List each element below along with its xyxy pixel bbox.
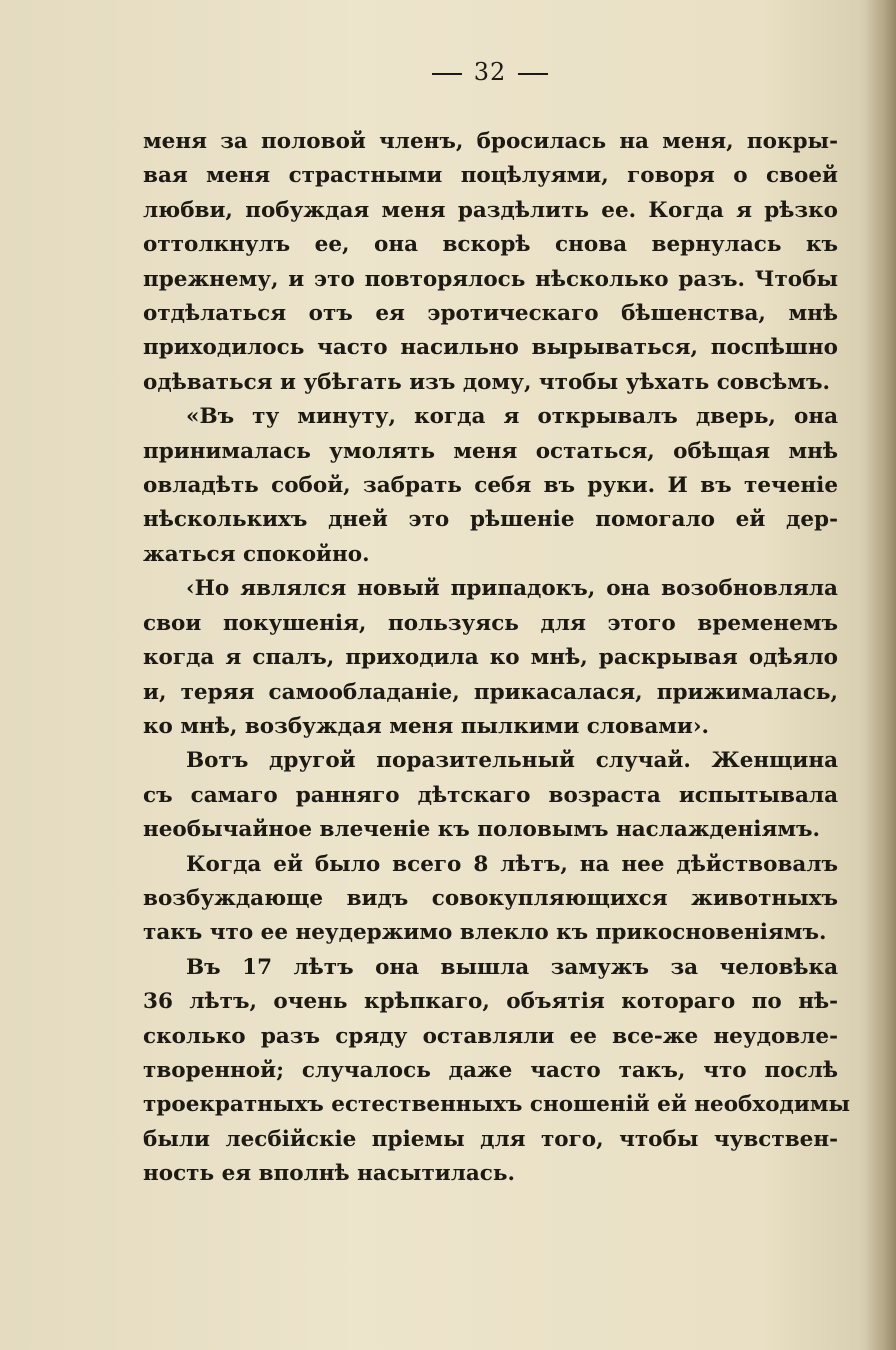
text-line: жаться спокойно.	[143, 541, 370, 567]
text-line: свои покушенія, пользуясь для этого временемъ	[143, 610, 838, 636]
text-line: съ самаго ранняго дѣтскаго возраста испытывала	[143, 782, 838, 808]
paragraph	[143, 572, 838, 744]
paragraph	[143, 400, 838, 572]
text-line: возбуждающе видъ совокупляющихся животныхъ	[143, 885, 838, 911]
text-line: Въ 17 лѣтъ она вышла замужъ за человѣка	[186, 954, 838, 980]
text-line: творенной; случалось даже часто такъ, что послѣ	[143, 1057, 838, 1083]
text-line: сколько разъ сряду оставляли ее все-же неудовле-	[143, 1023, 838, 1049]
text-line: необычайное влеченіе къ половымъ наслажденіямъ.	[143, 817, 820, 843]
text-line: приходилось часто насильно вырываться, поспѣшно	[143, 335, 838, 361]
text-line: принималась умолять меня остаться, обѣщая мнѣ	[143, 438, 838, 464]
text-line: оттолкнулъ ее, она вскорѣ снова вернулась къ	[143, 232, 838, 258]
text-line: любви, побуждая меня раздѣлить ее. Когда я рѣзко	[143, 197, 838, 223]
text-line: прежнему, и это повторялось нѣсколько разъ. Чтобы	[143, 266, 838, 292]
paragraph	[143, 848, 838, 951]
text-line: овладѣть собой, забрать себя въ руки. И въ теченіе	[143, 473, 838, 499]
text-line: отдѣлаться отъ ея эротическаго бѣшенства, мнѣ	[143, 301, 838, 327]
page-number-value: 32	[473, 58, 507, 86]
text-line: такъ что ее неудержимо влекло къ прикосновеніямъ.	[143, 920, 827, 946]
paragraph	[143, 951, 851, 1192]
page-number	[0, 58, 896, 86]
text-line: нѣсколькихъ дней это рѣшеніе помогало ей дер-	[143, 507, 838, 533]
text-line: меня за половой членъ, бросилась на меня, покры-	[143, 129, 838, 154]
page-number-right-dash	[518, 73, 548, 75]
text-line: троекратныхъ естественныхъ сношеній ей необходимы	[143, 1092, 851, 1118]
text-line: одѣваться и убѣгать изъ дому, чтобы уѣхать совсѣмъ.	[143, 369, 830, 395]
text-line: вая меня страстными поцѣлуями, говоря о своей	[143, 163, 838, 189]
page-number-left-dash	[432, 73, 462, 75]
paragraph	[143, 125, 838, 400]
text-line: 36 лѣтъ, очень крѣпкаго, объятія котораго по нѣ-	[143, 989, 838, 1015]
page-binding-shadow	[866, 0, 896, 1350]
text-line: ‹Но являлся новый припадокъ, она возобновляла	[186, 576, 838, 602]
text-line: ко мнѣ, возбуждая меня пылкими словами›.	[143, 713, 709, 739]
text-line: Когда ей было всего 8 лѣтъ, на нее дѣйствовалъ	[186, 851, 838, 877]
paragraph	[143, 744, 838, 847]
text-line: ность ея вполнѣ насытилась.	[143, 1161, 515, 1187]
text-line: были лесбійскіе пріемы для того, чтобы чувствен-	[143, 1126, 838, 1152]
body-text	[143, 125, 851, 1192]
text-line: и, теряя самообладаніе, прикасалася, прижималась,	[143, 679, 838, 705]
text-line: «Въ ту минуту, когда я открывалъ дверь, она	[186, 404, 838, 430]
text-line: когда я спалъ, приходила ко мнѣ, раскрывая одѣяло	[143, 645, 838, 671]
text-line: Вотъ другой поразительный случай. Женщина	[186, 748, 838, 774]
